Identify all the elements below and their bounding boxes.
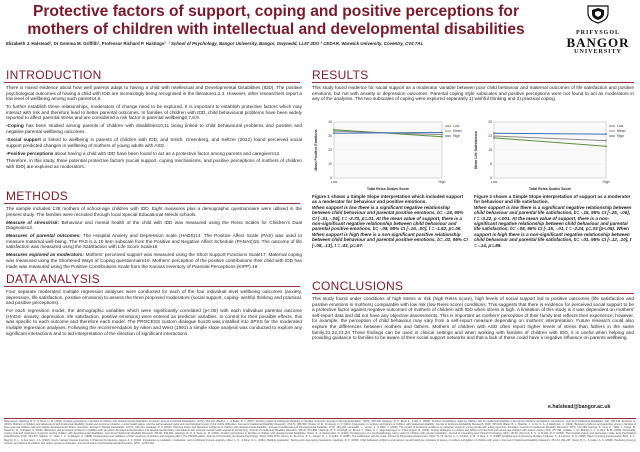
data-analysis-heading: DATA ANALYSIS [6, 272, 100, 286]
fig2-y-tick-label: 8 [490, 162, 492, 167]
fig1-y-tick-label: 10 [328, 162, 332, 167]
conclusions-rule [312, 293, 634, 294]
fig2-point-low [493, 137, 495, 139]
authors-line [6, 41, 566, 47]
crest-icon [586, 4, 610, 24]
fig2-x-tick-label: High [602, 180, 610, 184]
fig2-y-tick-label: 0 [490, 176, 492, 181]
methods-outcome-measures: Measures of parental outcomes: The Hospital Anxiety and Depression scale (HADS)14. The Positive Affect Scale (PAS) was used to measure maternal well-being. The PAS is a 10 item subscale from the Positive and Negative Affect Schedule (PANAS)15. The outcome of life satisfaction was measured using the Satisfaction with Life Score Scale16 [6, 233, 302, 250]
conclusions-text [312, 296, 634, 402]
results-rule [312, 82, 634, 83]
logo-bangor: BANGOR [566, 35, 630, 50]
figure-2-caption-body: When support is low there is a significant negative relationship between child behaviour and parental life satisfaction, b= -.15, 95% CI [-.25, -.06], t = -3.22, p <.001. At the mean value of support, there is a non-significant negative relationship between child behaviour and parental life satisfaction, b= -.08, 95% CI [-.15, -.01, t = -2.24, p=.03 (p<.05). When support is high there is a non-significant negative relationship between child behaviour and parental life satisfaction, b= -.01, 95% CI [-.12, .10], t = -.14, p=.89. [474, 204, 632, 248]
fig1-y-tick-label: 30 [328, 134, 332, 139]
introduction-heading: INTRODUCTION [6, 68, 102, 82]
intro-social-support: -Social support is linked to wellbeing in parents of children with IDD, and Smith, Greenberg, and Seltzer (2012) found perceived social support predicted changes in wellbeing of mothers of young adults with ASD. [6, 136, 302, 148]
fig1-point-mean [441, 134, 443, 136]
fig1-legend-label: Mean [453, 129, 462, 134]
author-names: Elizabeth J. Halstead¹, Dr Gemma M. Griffith¹, Professor Richard P. Hastings² [6, 41, 166, 46]
figure-1-caption-title: Figure 1 shows a Simple Slope interpretation which included support as a moderator for behaviour and positive emotions. [312, 194, 464, 205]
methods-moderator-measures: Measures explored as moderators: Mothers' perceived support was measured using the Short Support Functions Scale17. Maternal coping was measured using the Shortened Ways of Coping questionnaire18. Mothers' perception of the positive contributions their child with IDD has made was measured using the Positive Contributions Scale from the Kansas Inventory of Parental Perceptions (KIPP).19 [6, 252, 302, 269]
fig1-point-low [441, 136, 443, 138]
figure-2-chart [472, 116, 632, 192]
fig2-point-high [493, 132, 495, 134]
fig1-series-line-high [334, 133, 442, 134]
fig2-y-tick-label: 15 [488, 148, 492, 153]
fig1-y-tick-label: 40 [328, 120, 332, 125]
fig1-point-mean [333, 130, 335, 132]
fig2-point-low [605, 145, 607, 147]
intro-paragraph-2: To further establish these relationships, moderators of change need to be explored. It is important to establish protective factors which may interact with risk and therefore lead to better parental outcomes. In families of children with IDD, child behavioural problems have been widely reported to affect parental stress and are considered a risk factor in parental wellbeing6,7,8,9. [6, 104, 302, 121]
fig2-point-high [605, 133, 607, 135]
intro-coping: -Coping has been studied among parents of children with disabilities10,11 being linked to child behavioural problems and positive and negative parental wellbeing outcomes. [6, 123, 302, 134]
figure-2-svg [472, 116, 632, 192]
poster-header [0, 0, 640, 64]
conclusions-paragraph-1: This study found under conditions of high stress or risk (high Reiss score), high levels of social support led to positive outcomes (life satisfaction and positive emotions in mothers) comparable with low risk (low Reiss score) conditions. This suggests that there is evidence for perceived social support to be a protective factor against negative outcomes of mothers of children with IDD when stress is high. A limitation of this study is it was dependent on mothers' self-report data and did not have any objective assessments. This is important as mothers' perception of their family test reflects their experience; however, for example, the perception of child behaviour may vary from a self-report measure depending on mothers' interpretation. Future research could also explore the differences between mothers and fathers. Mothers of children with ASD often report higher levels of stress than fathers in the same family.21,22,23,24 These findings can be used in clinical settings and when working with families of children with IDD, it is useful when helping and providing guidance to families to be aware of their social support networks and that a lack of these could have a negative influence on parents wellbeing. [312, 296, 634, 341]
results-paragraph-1: This study found evidence for social support as a moderator variable between poor child behaviour and maternal outcomes of life satisfaction and positive emotions, but not with anxiety or depression outcomes. Parental coping style subscales and positive perceptions were not found to act as moderators in any of the analyses. The two subscales of coping were explored separately 1) wishful thinking and 2) practical coping. [312, 85, 634, 102]
data-analysis-rule [4, 286, 300, 287]
fig1-legend-label: Low [453, 124, 460, 129]
fig1-y-tick-label: 0 [330, 176, 332, 181]
fig1-x-tick-label: High [438, 180, 446, 184]
logo-university: UNIVERSITY [574, 49, 622, 55]
fig2-legend-label: Mean [617, 129, 626, 134]
fig2-y-tick-label: 30 [488, 120, 492, 125]
results-heading: RESULTS [312, 68, 369, 82]
intro-positive-perceptions: -Positive perceptions about having a child with IDD have been found to act as a protective factor among parents and caregivers12. [6, 150, 281, 156]
fig2-point-mean [493, 135, 495, 137]
methods-heading: METHODS [6, 189, 69, 203]
fig2-legend-label: Low [617, 124, 624, 129]
analysis-paragraph-1: Four separate moderated multiple regression analyses were conducted for each of the four individual level wellbeing outcomes (anxiety, depression, life satisfaction, positive emotions) to assess the three proposed moderators (social support, coping- wishful thinking and practical, and positive perceptions). [6, 289, 302, 306]
title-line-1: Protective factors of support, coping and positive perceptions for [32, 3, 520, 20]
title-line-2: mothers of children with intellectual and developmental disabilities [27, 21, 525, 38]
methods-paragraph-1: The sample included 138 mothers of school-age children with IDD. Eight measures plus a demographic questionnaire were utilised in the present study. The families were recruited through local Special Educational Needs schools. [6, 206, 302, 217]
introduction-rule [4, 82, 300, 83]
fig1-legend-label: High [453, 134, 460, 139]
fig2-point-mean [605, 140, 607, 142]
intro-paragraph-3: Therefore, in this study, three potential protective factors (social support, coping mechanisms, and positive perceptions of mothers of children with IDD) are explored as moderators. [6, 158, 302, 170]
logo-prifysgol: PRIFYSGOL [575, 30, 620, 36]
contact-email[interactable]: e.halstead@bangor.ac.uk [548, 404, 611, 410]
fig1-x-axis-label: Total Reiss Scales Score [366, 187, 410, 191]
fig2-legend-label: High [617, 134, 624, 139]
introduction-text [6, 85, 302, 189]
figure-2-caption [474, 194, 632, 278]
conclusions-heading: CONCLUSIONS [312, 279, 404, 293]
fig1-x-tick-label: Low [330, 180, 338, 184]
methods-stress-measure: Measure of stress/risk: Behaviour and mental health of the child with IDD was measured using the Reiss Scales for Children's Dual Diagnosis13. [6, 219, 302, 231]
author-affiliations: ¹ School of Psychology, Bangor University, Bangor, Gwynedd, LL57 2DG ² CEDAR, Warwick University, Coventry, CV4 7AL [168, 41, 424, 46]
fig2-y-tick-label: 23 [488, 134, 492, 139]
fig2-y-axis-label: Mean Life Satisfaction [474, 131, 478, 169]
figure-1-svg [312, 116, 468, 192]
fig1-point-high [333, 132, 335, 134]
figure-2-caption-title: Figure 2 shows a Simple Slope interpretation of support as a moderator for behaviour and life satisfaction. [474, 194, 631, 205]
references-rule [4, 418, 636, 419]
figure-1-chart [312, 116, 468, 192]
intro-paragraph-1: There is mixed evidence about how well parents adapt to having a child with Intellectual and Developmental Disabilities (IDD). The positive psychological outcomes of having a child with IDD are increasingly being recognised in the literature1,2,3. However, other researchers report a low level of wellbeing among such parents4,5. [6, 85, 302, 102]
figure-1-caption [312, 194, 468, 278]
poster-title [6, 3, 546, 39]
fig1-y-axis-label: Mean Positive Emotions [314, 129, 318, 171]
university-logo [560, 4, 636, 62]
fig1-point-high [441, 132, 443, 134]
analysis-paragraph-2: For each regression model, the demographic variables which were significantly correlated (p<.05) with each individual parental outcome (HADS- anxiety, depression, life satisfaction, positive emotions) were entered as predictor variables, to control for their possible effects, this was specific to each outcome and therefore each model. The PROCESS custom dialogue box20 was installed into SPSS for the moderated multiple regression analyses. Following the recommendation by Aiken and West (1991) a simple slope analysis was conducted to explore any significant interactions and to aid interpretation of the direction of significant interactions. [6, 308, 302, 336]
data-analysis-text [6, 289, 302, 417]
figure-1-caption-body: When support is low there is a significant negative relationship between child behaviour and parental positive emotions, b= -.18, 95% CI [-.31, -.05], t = -2.73, p=.01. At the mean value of support, there is a non-significant negative relationship between child behaviour and parental positive emotions, b= -.08, 95% CI [-.16, .00], t = -1.92, p=.06. When support is high there is a non-significant positive relationship between child behaviour and parental positive emotions, b= .02, 95% CI [-.08, .13], t = .43, p=.67. [312, 204, 468, 248]
fig2-x-tick-label: Low [490, 180, 498, 184]
methods-rule [4, 203, 300, 204]
references: References: Hastings, R. P., & Taunt, H. M. (2002). Positive perceptions in families of children with developmental disabilities. American Journal on Mental Retardation, 107(2), 116-127. Blacher, J., & Baker, B. L. (2007). Positive impact of intellectual disability on families. American Journal on Mental Retardation, 112(5), 330-348. Hastings, R. P., Beck, A., & Hill, C. (2005). Positive contributions made by children with an intellectual disability in the family: Mothers' and fathers' perceptions. Journal of Intellectual Disabilities, 9(2), 155-165. Emerson, E. (2003). Mothers of children and adolescents with intellectual disability: Social and economic situation, mental health status, and the self-assessed social and psychological impact of the child's difficulties. Journal of Intellectual Disability Research, 47(4-5), 385-399. Olsson, M. B., & Hwang, C. P. (2001). Depression in mothers and fathers of children with intellectual disability. Journal of Intellectual Disability Research, 45(6), 535-543. Baker, B. L., Blacher, J., Crnic, K. A., & Edelbrock, C. (2002). Behavior problems and parenting stress in families of three-year-old children with and without developmental delays. American Journal on Mental Retardation, 107(6), 433-444. Hastings, R. P. (2002). Parental stress and behaviour problems of children with developmental disability. Journal of Intellectual and Developmental Disability, 27(3), 149-160. Lecavalier, L., Leone, S., & Wiltz, J. (2006). The impact of behaviour problems on caregiver stress in young people with autism spectrum disorders. Journal of Intellectual Disability Research, 50(3), 172-183. Herring, S., Gray, K., Taffe, J., Tonge, B., Sweeney, D., & Einfeld, S. (2006). Behaviour and emotional problems in toddlers with pervasive developmental disorders and developmental delay: Associations with parental mental health and family functioning. Journal of Intellectual Disability Research, 50(12), 874-882. Hastings, R. P., Kovshoff, H., Brown, T., Ward, N. J., degli Espinosa, F., & Remington, B. (2005). Coping strategies in mothers and fathers of preschool and school-age children with autism. Autism, 9(4), 377-391. Glidden, L. M., Billings, F. J., & Jobe, B. M. (2006). Personality, coping style and well-being of parents rearing children with developmental disabilities. Journal of Intellectual Disability Research, 50(12), 949-962. Hastings, R. P., & Taunt, H. M. (2002). Positive perceptions in families of children with developmental disabilities. Reiss, S., & Valenti-Hein, D. (1994). Development of a psychopathology rating scale for children with mental retardation. Journal of Consulting and Clinical Psychology, 62(1), 28-33. Zigmond, A. S., & Snaith, R. P. (1983). The hospital anxiety and depression scale. Acta Psychiatrica Scandinavica, 67(6), 361-370. Watson, D., Clark, L. A., & Tellegen, A. (1988). Development and validation of brief measures of positive and negative affect: The PANAS scales. Journal of Personality and Social Psychology, 54(6), 1063-1070. Diener, E., Emmons, R. A., Larsen, R. J., & Griffin, S. (1985). The satisfaction with life scale. Journal of Personality Assessment, 49(1), 71-75. Dunst, C. J., Trivette, C. M., & Deal, A. G. (1988). Enabling and empowering families. Folkman, S., & Lazarus, R. S. (1988). Ways of coping questionnaire. Behr, S. K., Murphy, D. L., & Summers, J. A. (1992). User's manual: Kansas Inventory of Parental Perceptions. Hayes, A. F. (2013). Introduction to mediation, moderation, and conditional process analysis. Aiken, L. S., & West, S. G. (1991). Multiple regression: Testing and interpreting interactions. Hastings, R. P. (2003). Child behaviour problems and partner mental health as correlates of stress in mothers and fathers of children with autism. Journal of Intellectual Disability Research, 47(4-5), 231-237. Davis, N. O., & Carter, A. S. (2008). Parenting stress in mothers and fathers of toddlers with autism spectrum disorders. Journal of Autism and Developmental Disorders, 38(7), 1278-1291. [4, 420, 636, 445]
fig1-y-tick-label: 20 [328, 148, 332, 153]
results-text [312, 85, 634, 115]
fig2-x-axis-label: Total Reiss Scales Score [528, 187, 572, 191]
methods-text [6, 206, 302, 272]
